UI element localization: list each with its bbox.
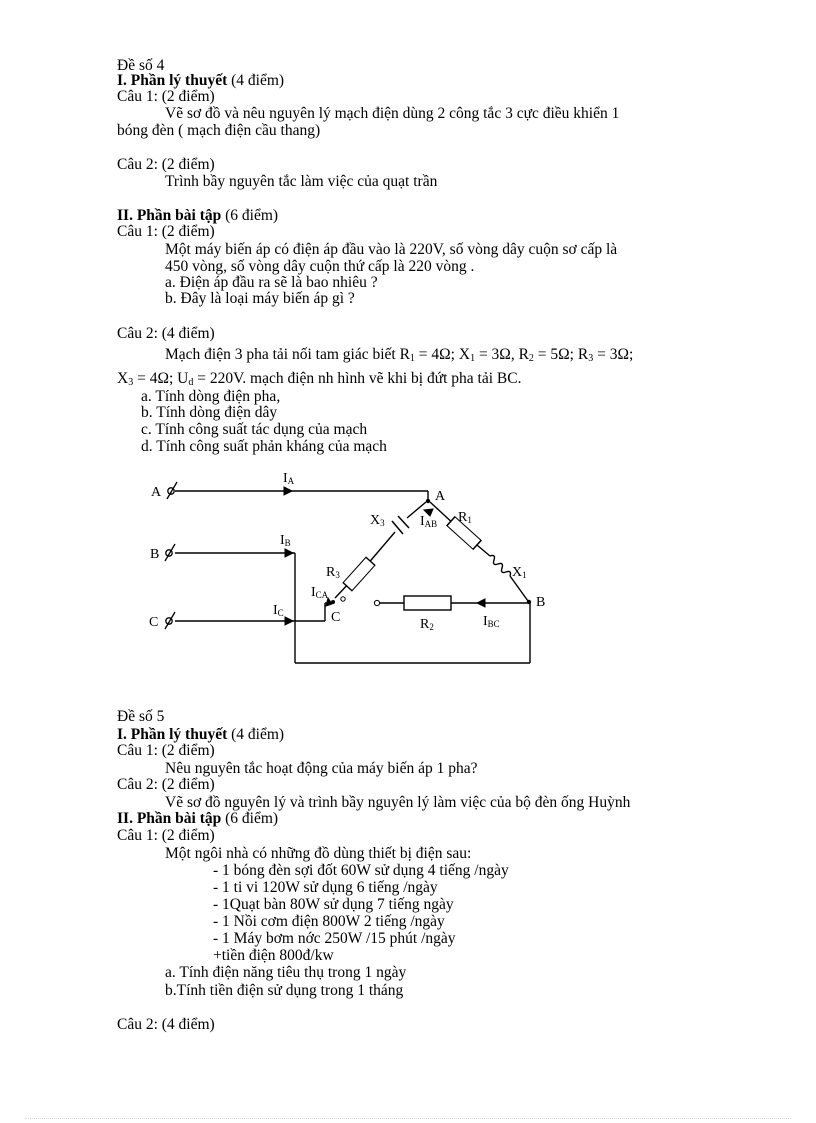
subscript: 1: [409, 353, 415, 364]
text-segment: = 3Ω, R: [475, 346, 529, 363]
exam-5-electricity-price: +tiền điện 800đ/kw: [213, 947, 334, 964]
terminal-b-slash: [165, 544, 175, 561]
symbol: X: [370, 513, 381, 528]
subscript: 3: [335, 570, 340, 580]
text-segment: X: [117, 370, 129, 387]
exam-5-exercise1-label: Câu 1: (2 điểm): [117, 827, 215, 844]
subscript: 1: [470, 353, 476, 364]
exam-4-exercise1-b: b. Đây là loại máy biến áp gì ?: [165, 290, 355, 307]
exam-5-device-item: - 1 Máy bơm nớc 250W /15 phút /ngày: [213, 930, 456, 947]
capacitor-x3: [392, 516, 409, 534]
subscript: 3: [380, 518, 385, 528]
current-symbol: I: [273, 603, 278, 618]
current-symbol: I: [483, 614, 488, 629]
exam-4-exercise2-item: b. Tính dòng điện dây: [141, 404, 278, 421]
exam-5-question2-label: Câu 2: (2 điểm): [117, 776, 215, 793]
exam-4-part1-heading-text: I. Phần lý thuyết: [117, 72, 228, 89]
subscript: A: [287, 476, 295, 486]
node-a-label: A: [435, 489, 446, 504]
subscript: 1: [522, 570, 527, 580]
exam-5-part2-heading: [117, 810, 278, 827]
arrow-ib: [285, 549, 293, 557]
symbol: R: [420, 617, 430, 632]
node-a-dot: [426, 499, 430, 503]
reactance-x1-label: [512, 565, 527, 580]
current-ic-label: [273, 603, 284, 618]
exam-4-part2-heading-text: II. Phần bài tập: [117, 207, 222, 224]
exam-5-device-item: - 1Quạt bàn 80W sử dụng 7 tiếng ngày: [213, 896, 454, 913]
exam-5-part1-points: (4 điểm): [227, 726, 285, 743]
exam-5-device-item: - 1 bóng đèn sợi đốt 60W sử dụng 4 tiếng /ngày: [213, 862, 509, 879]
node-b-dot: [527, 600, 531, 604]
exam-5-part1-heading-text: I. Phần lý thuyết: [117, 726, 228, 743]
exam-4-part1-heading: [117, 72, 284, 89]
exam-5-title: Đề số 5: [117, 708, 165, 725]
arrow-iab: [424, 509, 433, 516]
exam-4-question2-line1: Trình bầy nguyên tắc làm việc của quạt trần: [165, 173, 438, 190]
node-c-label: C: [331, 610, 341, 625]
exam-5-question1-line1: Nêu nguyên tắc hoạt động của máy biến áp 1 pha?: [165, 760, 478, 777]
current-ia-label: [283, 471, 295, 486]
terminal-b-label: B: [150, 547, 160, 562]
exam-4-part2-points: (6 điểm): [221, 207, 279, 224]
resistor-r1-label: [458, 510, 472, 525]
current-symbol: I: [420, 514, 425, 529]
exam-4-question1-label: Câu 1: (2 điểm): [117, 88, 215, 105]
exam-4-part2-heading: [117, 207, 278, 224]
current-ibc-label: [483, 614, 500, 629]
delta-circuit-diagram: [140, 458, 590, 673]
subscript: CA: [315, 590, 329, 600]
exam-4-exercise1-line1: Một máy biến áp có điện áp đầu vào là 220V, số vòng dây cuộn sơ cấp là: [165, 241, 618, 258]
exam-5-exercise1-b: b.Tính tiền điện sử dụng trong 1 tháng: [165, 982, 404, 999]
current-iab-label: [420, 514, 437, 529]
terminal-a-label: A: [151, 485, 162, 500]
reactance-x3-label: [370, 513, 385, 528]
text-segment: = 5Ω; R: [533, 346, 589, 363]
terminal-c-slash: [165, 612, 175, 629]
exam-4-exercise2-label: Câu 2: (4 điểm): [117, 325, 215, 342]
exam-5-exercise1-line1: Một ngôi nhà có những đồ dùng thiết bị điện sau:: [165, 845, 472, 862]
exam-5-part1-heading: [117, 726, 284, 743]
exam-4-question2-label: Câu 2: (2 điểm): [117, 156, 215, 173]
exam-4-title: Đề số 4: [117, 57, 165, 74]
arrow-ibc: [477, 599, 485, 607]
exam-4-exercise2-item: a. Tính dòng điện pha,: [141, 388, 281, 405]
symbol: R: [458, 510, 468, 525]
exam-4-exercise1-a: a. Điện áp đầu ra sẽ là bao nhiêu ?: [165, 274, 378, 291]
text-segment: Mạch điện 3 pha tải nối tam giác biết R: [165, 346, 410, 363]
subscript: B: [284, 538, 291, 548]
subscript: AB: [424, 519, 438, 529]
symbol: X: [512, 565, 523, 580]
page-bottom-border: [25, 1118, 791, 1119]
symbol: R: [326, 565, 336, 580]
exam-4-part1-points: (4 điểm): [227, 72, 285, 89]
subscript: 1: [467, 515, 472, 525]
subscript: 2: [528, 353, 534, 364]
exam-5-part2-points: (6 điểm): [221, 810, 279, 827]
open-terminal: [341, 597, 345, 601]
exam-4-exercise2-item: c. Tính công suất tác dụng của mạch: [141, 421, 368, 438]
exam-5-part2-heading-text: II. Phần bài tập: [117, 810, 222, 827]
exam-5-exercise1-a: a. Tính điện năng tiêu thụ trong 1 ngày: [165, 964, 407, 981]
arrow-ic: [285, 617, 293, 625]
resistor-r3: [343, 557, 375, 590]
exam-4-exercise2-item: d. Tính công suất phản kháng của mạch: [141, 438, 387, 455]
text-segment: = 4Ω; X: [414, 346, 471, 363]
inductor-x1-coil: [490, 556, 511, 577]
resistor-r2-label: [420, 617, 434, 632]
exam-5-question2-line1: Vẽ sơ đồ nguyên lý và trình bầy nguyên lý làm việc của bộ đèn ống Huỳnh: [165, 794, 631, 811]
terminal-c-label: C: [149, 615, 159, 630]
subscript: 3: [588, 353, 594, 364]
resistor-r2: [404, 596, 451, 610]
subscript: BC: [487, 619, 500, 629]
subscript: 2: [429, 622, 434, 632]
subscript: d: [188, 377, 194, 388]
current-ica-label: [311, 585, 329, 600]
subscript: 3: [128, 377, 134, 388]
exam-4-exercise2-line1: [165, 346, 633, 367]
resistor-r3-label: [326, 565, 340, 580]
exam-4-question1-line2: bóng đèn ( mạch điện cầu thang): [117, 122, 321, 139]
exam-5-exercise2-label: Câu 2: (4 điểm): [117, 1016, 215, 1033]
current-ib-label: [280, 533, 291, 548]
exam-4-exercise1-line2: 450 vòng, số vòng dây cuộn thứ cấp là 220 vòng .: [165, 258, 475, 275]
exam-5-device-item: - 1 Nồi cơm điện 800W 2 tiếng /ngày: [213, 913, 445, 930]
text-segment: = 3Ω;: [593, 346, 634, 363]
exam-4-exercise1-label: Câu 1: (2 điểm): [117, 223, 215, 240]
open-terminal: [374, 600, 379, 605]
exam-4-question1-line1: Vẽ sơ đồ và nêu nguyên lý mạch điện dùng 2 công tắc 3 cực điều khiển 1: [165, 105, 620, 122]
current-symbol: I: [280, 533, 285, 548]
subscript: C: [277, 608, 284, 618]
text-segment: = 4Ω; U: [133, 370, 189, 387]
exam-5-question1-label: Câu 1: (2 điểm): [117, 742, 215, 759]
text-segment: = 220V. mạch điện nh hình vẽ khi bị đứt pha tải BC.: [193, 370, 522, 387]
current-symbol: I: [283, 471, 288, 486]
current-symbol: I: [311, 585, 316, 600]
exam-5-device-item: - 1 ti vi 120W sử dụng 6 tiếng /ngày: [213, 879, 438, 896]
node-b-label: B: [536, 595, 546, 610]
arrow-ia: [284, 487, 292, 495]
